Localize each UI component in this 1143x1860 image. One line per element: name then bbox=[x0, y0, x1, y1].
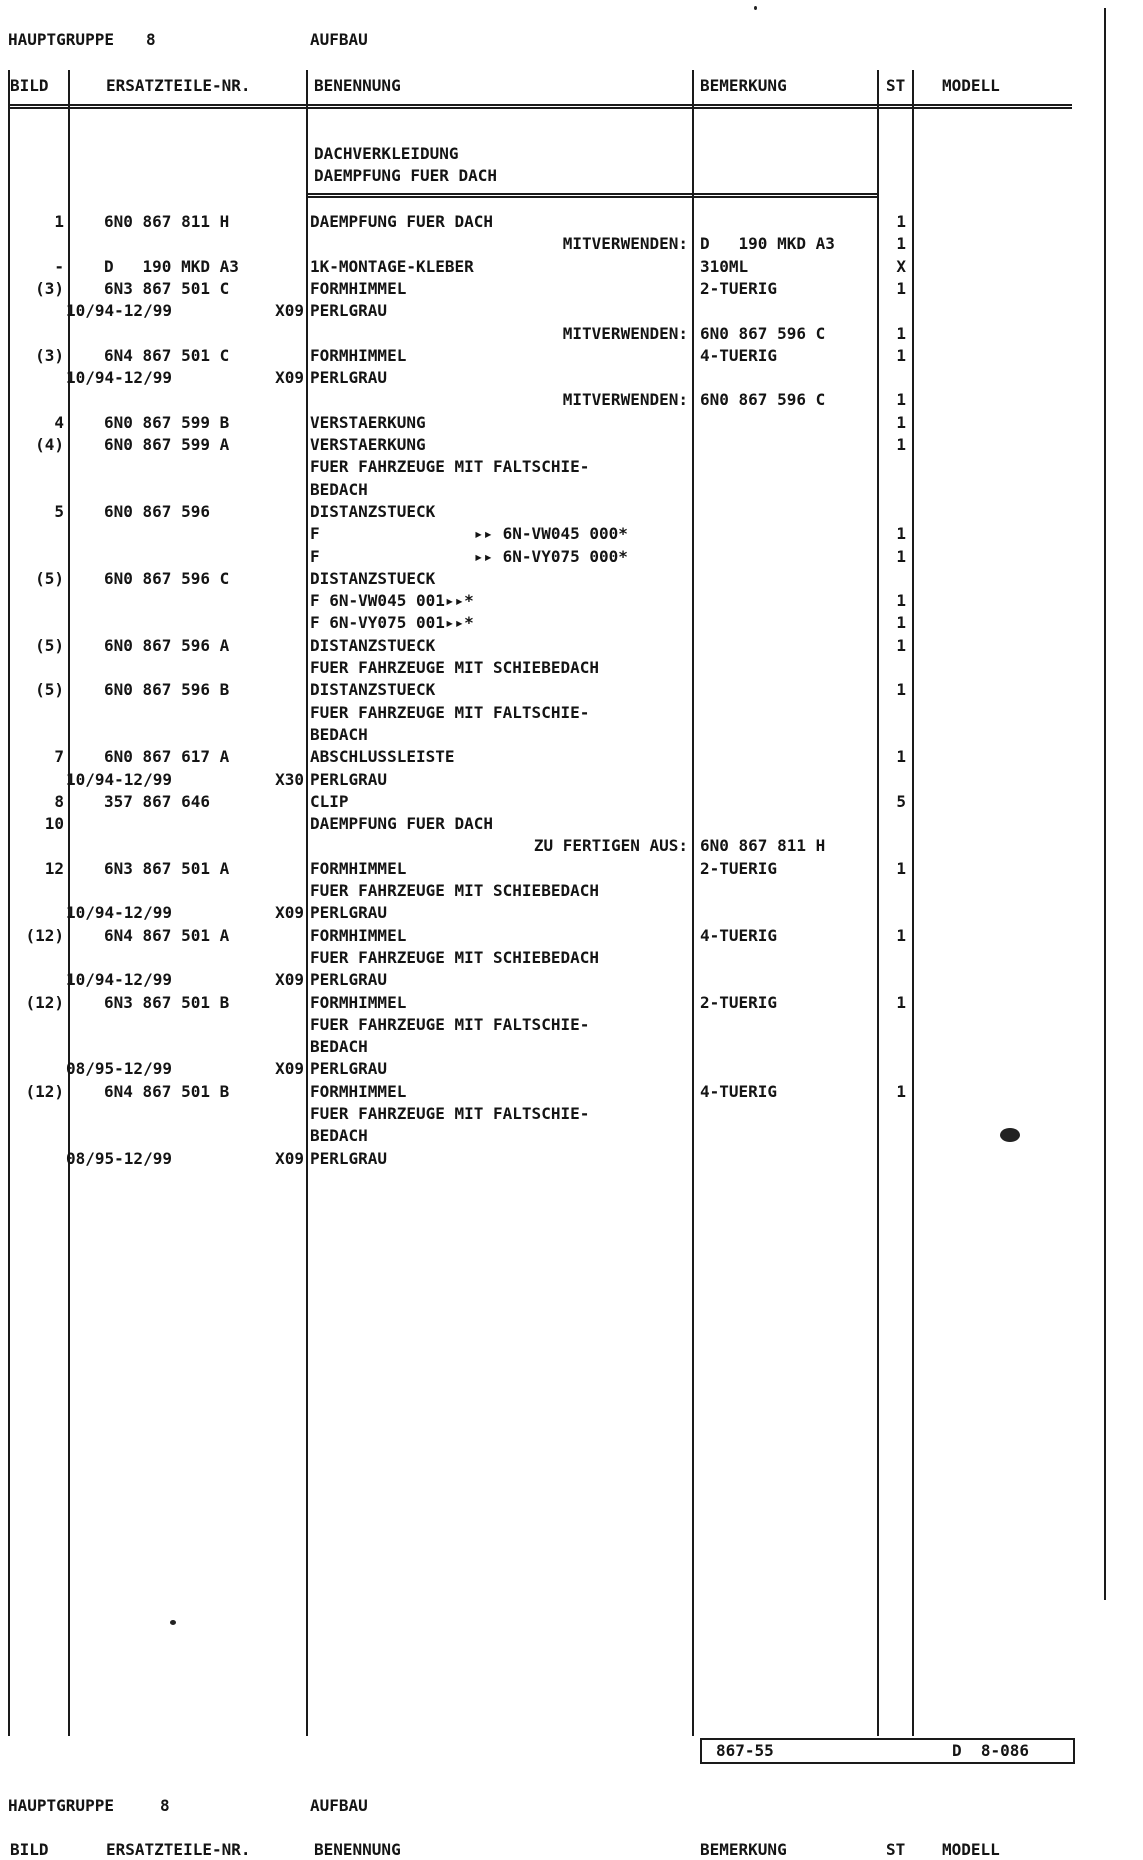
row-name: F ▸▸ 6N-VY075 000* bbox=[310, 546, 628, 566]
row-bild: (3) bbox=[35, 278, 64, 298]
col-name: BENENNUNG bbox=[314, 76, 401, 95]
row-qty: 1 bbox=[896, 925, 906, 945]
col-line-part bbox=[306, 70, 308, 1736]
row-bild: 4 bbox=[54, 412, 64, 432]
row-bild: - bbox=[54, 256, 64, 276]
row-part-number: D 190 MKD A3 bbox=[104, 256, 239, 276]
row-name: FORMHIMMEL bbox=[310, 278, 407, 298]
row-bild: (5) bbox=[35, 680, 64, 700]
row-name: DISTANZSTUECK bbox=[310, 501, 436, 521]
row-name: ABSCHLUSSLEISTE bbox=[310, 747, 455, 767]
row-qty: 1 bbox=[896, 278, 906, 298]
row-bild: 8 bbox=[54, 791, 64, 811]
row-remark: 6N0 867 596 C bbox=[700, 390, 826, 410]
row-name: FUER FAHRZEUGE MIT SCHIEBEDACH bbox=[310, 947, 599, 967]
row-remark: 310ML bbox=[700, 256, 749, 276]
row-name: MITVERWENDEN: bbox=[562, 234, 688, 254]
page-edge-right bbox=[1104, 8, 1106, 1600]
row-qty: 1 bbox=[896, 747, 906, 767]
row-bild: 5 bbox=[54, 501, 64, 521]
row-name: PERLGRAU bbox=[310, 970, 388, 990]
col-line-qty bbox=[912, 70, 914, 1736]
row-part-number: 6N3 867 501 C bbox=[104, 278, 230, 298]
row-name: FORMHIMMEL bbox=[310, 345, 407, 365]
row-date-range: 08/95-12/99 bbox=[66, 1148, 172, 1168]
row-name: ZU FERTIGEN AUS: bbox=[533, 836, 688, 856]
col-part-no-repeat: ERSATZTEILE-NR. bbox=[106, 1840, 251, 1859]
row-part-number: 6N3 867 501 B bbox=[104, 992, 230, 1012]
row-name: BEDACH bbox=[310, 1037, 368, 1057]
row-color-code: X09 bbox=[275, 301, 304, 321]
row-bild: (5) bbox=[35, 568, 64, 588]
row-color-code: X09 bbox=[275, 903, 304, 923]
row-qty: 1 bbox=[896, 212, 906, 231]
row-name: FORMHIMMEL bbox=[310, 1081, 407, 1101]
row-name: F 6N-VW045 001▸▸* bbox=[310, 591, 474, 611]
col-line-name bbox=[692, 70, 694, 1736]
row-bild: (12) bbox=[25, 992, 64, 1012]
row-qty: 1 bbox=[896, 390, 906, 410]
row-name: FUER FAHRZEUGE MIT SCHIEBEDACH bbox=[310, 658, 599, 677]
row-qty: 1 bbox=[896, 858, 906, 878]
col-bild-repeat: BILD bbox=[10, 1840, 49, 1859]
row-qty: 1 bbox=[896, 992, 906, 1012]
row-name: MITVERWENDEN: bbox=[562, 323, 688, 343]
col-remark-repeat: BEMERKUNG bbox=[700, 1840, 787, 1859]
row-part-number: 6N0 867 596 A bbox=[104, 635, 230, 655]
row-qty: 1 bbox=[896, 635, 906, 655]
row-date-range: 10/94-12/99 bbox=[66, 769, 172, 789]
section-title-1: DACHVERKLEIDUNG bbox=[314, 144, 459, 163]
col-part-no: ERSATZTEILE-NR. bbox=[106, 76, 251, 95]
row-color-code: X09 bbox=[275, 1148, 304, 1168]
row-color-code: X09 bbox=[275, 368, 304, 388]
group-name-repeat: AUFBAU bbox=[310, 1796, 368, 1815]
scan-speck bbox=[754, 6, 757, 10]
row-remark: 6N0 867 811 H bbox=[700, 836, 826, 856]
row-part-number: 6N0 867 596 bbox=[104, 501, 210, 521]
row-part-number: 6N3 867 501 A bbox=[104, 858, 230, 878]
row-qty: 1 bbox=[896, 546, 906, 566]
row-bild: 7 bbox=[54, 747, 64, 767]
row-name: 1K-MONTAGE-KLEBER bbox=[310, 256, 474, 276]
row-part-number: 357 867 646 bbox=[104, 791, 210, 811]
row-remark: D 190 MKD A3 bbox=[700, 234, 835, 254]
group-number-repeat: 8 bbox=[160, 1796, 170, 1815]
row-bild: (12) bbox=[25, 925, 64, 945]
row-part-number: 6N0 867 596 C bbox=[104, 568, 230, 588]
row-name: DAEMPFUNG FUER DACH bbox=[310, 212, 494, 231]
row-bild: 12 bbox=[44, 858, 64, 878]
row-name: FUER FAHRZEUGE MIT FALTSCHIE- bbox=[310, 702, 590, 722]
row-name: F ▸▸ 6N-VW045 000* bbox=[310, 524, 628, 544]
row-part-number: 6N0 867 596 B bbox=[104, 680, 230, 700]
row-bild: 1 bbox=[54, 212, 64, 231]
col-bild: BILD bbox=[10, 76, 49, 95]
row-remark: 6N0 867 596 C bbox=[700, 323, 826, 343]
group-label: HAUPTGRUPPE bbox=[8, 30, 114, 49]
row-qty: 1 bbox=[896, 435, 906, 454]
col-remark: BEMERKUNG bbox=[700, 76, 787, 95]
row-part-number: 6N4 867 501 C bbox=[104, 345, 230, 365]
col-line-remark bbox=[877, 70, 879, 1736]
row-date-range: 08/95-12/99 bbox=[66, 1059, 172, 1079]
row-bild: 10 bbox=[44, 814, 64, 834]
row-part-number: 6N4 867 501 A bbox=[104, 925, 230, 945]
row-part-number: 6N0 867 599 A bbox=[104, 435, 230, 454]
row-name: VERSTAERKUNG bbox=[310, 412, 426, 432]
row-remark: 2-TUERIG bbox=[700, 858, 778, 878]
scan-speck bbox=[1000, 1128, 1020, 1142]
row-part-number: 6N0 867 811 H bbox=[104, 212, 230, 231]
row-remark: 4-TUERIG bbox=[700, 345, 778, 365]
row-name: FUER FAHRZEUGE MIT FALTSCHIE- bbox=[310, 457, 590, 477]
scan-speck bbox=[170, 1620, 176, 1625]
group-label-repeat: HAUPTGRUPPE bbox=[8, 1796, 114, 1815]
row-qty: 1 bbox=[896, 323, 906, 343]
row-name: FUER FAHRZEUGE MIT SCHIEBEDACH bbox=[310, 881, 599, 900]
row-name: VERSTAERKUNG bbox=[310, 435, 426, 454]
row-qty: 1 bbox=[896, 234, 906, 254]
row-qty: 1 bbox=[896, 613, 906, 633]
row-name: DISTANZSTUECK bbox=[310, 568, 436, 588]
row-bild: (12) bbox=[25, 1081, 64, 1101]
row-qty: 1 bbox=[896, 591, 906, 611]
row-name: PERLGRAU bbox=[310, 1059, 388, 1079]
row-name: DAEMPFUNG FUER DACH bbox=[310, 814, 494, 834]
row-name: PERLGRAU bbox=[310, 368, 388, 388]
row-date-range: 10/94-12/99 bbox=[66, 903, 172, 923]
row-qty: 1 bbox=[896, 345, 906, 365]
row-name: FORMHIMMEL bbox=[310, 925, 407, 945]
row-remark: 2-TUERIG bbox=[700, 278, 778, 298]
col-model-repeat: MODELL bbox=[942, 1840, 1000, 1859]
footer-box bbox=[700, 1738, 1075, 1764]
row-bild: (5) bbox=[35, 635, 64, 655]
row-name: PERLGRAU bbox=[310, 903, 388, 923]
col-qty: ST bbox=[886, 76, 906, 95]
row-date-range: 10/94-12/99 bbox=[66, 970, 172, 990]
row-qty: 1 bbox=[896, 1081, 906, 1101]
row-name: PERLGRAU bbox=[310, 301, 388, 321]
row-part-number: 6N4 867 501 B bbox=[104, 1081, 230, 1101]
col-line-left bbox=[8, 70, 10, 1736]
row-name: DISTANZSTUECK bbox=[310, 680, 436, 700]
row-remark: 4-TUERIG bbox=[700, 1081, 778, 1101]
row-bild: (4) bbox=[35, 435, 64, 454]
row-name: FUER FAHRZEUGE MIT FALTSCHIE- bbox=[310, 1104, 590, 1123]
col-name-repeat: BENENNUNG bbox=[314, 1840, 401, 1859]
group-number: 8 bbox=[146, 30, 156, 49]
col-qty-repeat: ST bbox=[886, 1840, 906, 1859]
row-remark: 4-TUERIG bbox=[700, 925, 778, 945]
row-name: CLIP bbox=[310, 791, 349, 811]
row-name: FORMHIMMEL bbox=[310, 858, 407, 878]
group-name: AUFBAU bbox=[310, 30, 368, 49]
footer-ref: 867-55 bbox=[716, 1741, 774, 1760]
section-rule bbox=[308, 193, 878, 198]
row-qty: 1 bbox=[896, 412, 906, 432]
row-bild: (3) bbox=[35, 345, 64, 365]
row-part-number: 6N0 867 599 B bbox=[104, 412, 230, 432]
row-name: MITVERWENDEN: bbox=[562, 390, 688, 410]
row-name: FUER FAHRZEUGE MIT FALTSCHIE- bbox=[310, 1014, 590, 1034]
row-name: F 6N-VY075 001▸▸* bbox=[310, 613, 474, 633]
row-qty: 1 bbox=[896, 524, 906, 544]
row-name: PERLGRAU bbox=[310, 1148, 388, 1168]
row-part-number: 6N0 867 617 A bbox=[104, 747, 230, 767]
row-color-code: X09 bbox=[275, 970, 304, 990]
row-name: BEDACH bbox=[310, 479, 368, 499]
footer-page: D 8-086 bbox=[952, 1741, 1030, 1760]
row-date-range: 10/94-12/99 bbox=[66, 368, 172, 388]
row-qty: 1 bbox=[896, 680, 906, 700]
row-name: BEDACH bbox=[310, 724, 368, 744]
row-remark: 2-TUERIG bbox=[700, 992, 778, 1012]
row-color-code: X09 bbox=[275, 1059, 304, 1079]
row-name: BEDACH bbox=[310, 1126, 368, 1146]
row-name: DISTANZSTUECK bbox=[310, 635, 436, 655]
row-name: PERLGRAU bbox=[310, 769, 388, 789]
section-title-2: DAEMPFUNG FUER DACH bbox=[314, 166, 498, 185]
row-qty: X bbox=[896, 256, 906, 276]
row-color-code: X30 bbox=[275, 769, 304, 789]
col-model: MODELL bbox=[942, 76, 1000, 95]
row-qty: 5 bbox=[896, 791, 906, 811]
row-name: FORMHIMMEL bbox=[310, 992, 407, 1012]
row-date-range: 10/94-12/99 bbox=[66, 301, 172, 321]
